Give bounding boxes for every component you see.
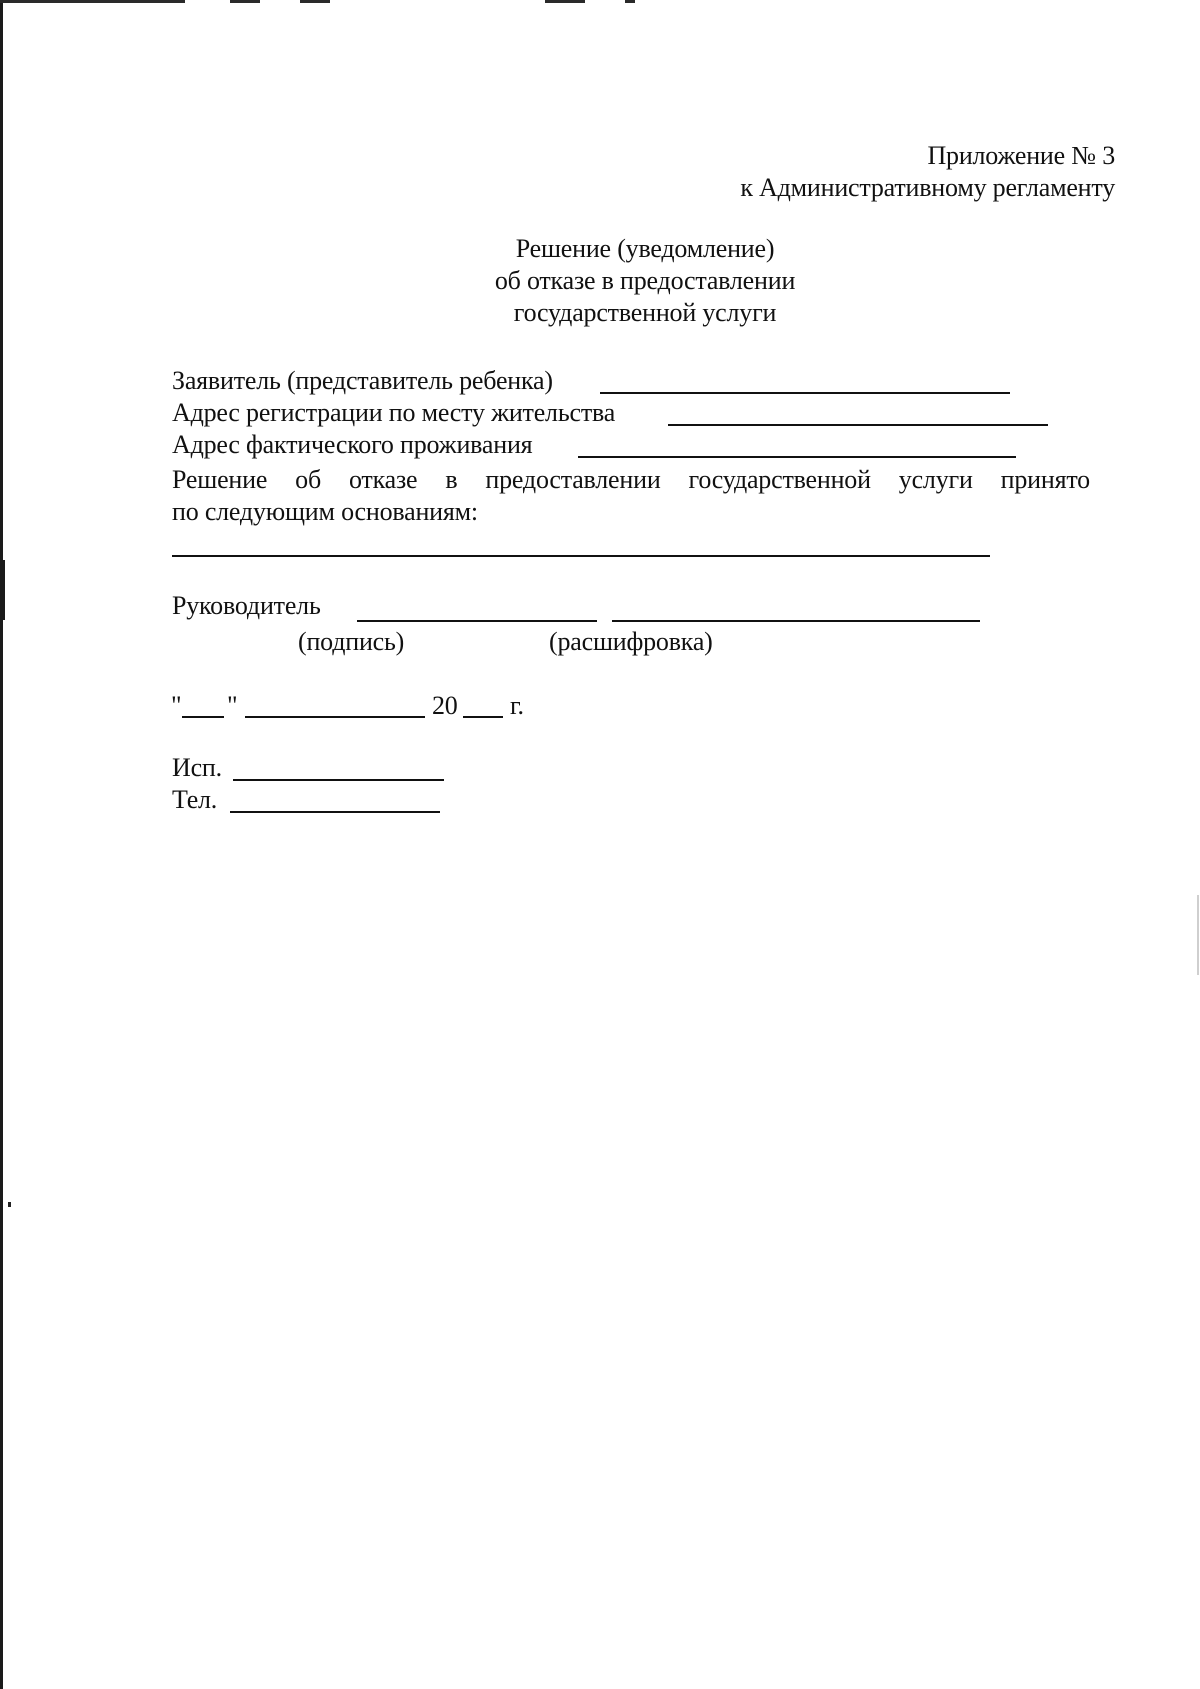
registration-address-label: Адрес регистрации по месту жительства — [172, 398, 616, 427]
decision-text-line2: по следующим основаниям: — [172, 497, 478, 526]
document-title: Решение (уведомление) — [515, 234, 775, 263]
phone-label: Тел. — [172, 785, 218, 814]
date-open-quote: " — [171, 691, 182, 720]
transcript-field[interactable] — [612, 620, 980, 622]
date-year-suffix: г. — [510, 691, 524, 720]
page-right-edge-mark — [1197, 895, 1199, 975]
applicant-field[interactable] — [600, 392, 1010, 394]
actual-address-label: Адрес фактического проживания — [172, 430, 533, 459]
document-title-line3: государственной услуги — [513, 298, 777, 327]
date-year-prefix: 20 — [432, 691, 458, 720]
transcript-caption: (расшифровка) — [549, 627, 713, 656]
page-left-edge-mark — [0, 560, 5, 620]
signature-caption: (подпись) — [298, 627, 405, 656]
date-month-field[interactable] — [245, 716, 425, 718]
executor-label: Исп. — [172, 753, 222, 782]
registration-address-field[interactable] — [668, 424, 1048, 426]
scan-top-artifact — [0, 0, 1200, 4]
date-year-field[interactable] — [463, 716, 503, 718]
date-close-quote: " — [227, 691, 238, 720]
annex-number: Приложение № 3 — [927, 141, 1115, 170]
date-day-field[interactable] — [182, 716, 224, 718]
signature-field[interactable] — [357, 620, 597, 622]
reasons-field[interactable] — [172, 555, 990, 557]
actual-address-field[interactable] — [578, 456, 1016, 458]
head-label: Руководитель — [172, 591, 321, 620]
phone-field[interactable] — [230, 811, 440, 813]
applicant-label: Заявитель (представитель ребенка) — [172, 366, 553, 395]
scan-stray-mark — [8, 1202, 11, 1207]
annex-reference: к Административному регламенту — [740, 173, 1115, 202]
executor-field[interactable] — [233, 779, 444, 781]
page-left-edge — [0, 0, 3, 1689]
document-title-line2: об отказе в предоставлении — [494, 266, 796, 295]
decision-text: Решение об отказе в предоставлении государственной услуги принято — [172, 465, 1090, 494]
